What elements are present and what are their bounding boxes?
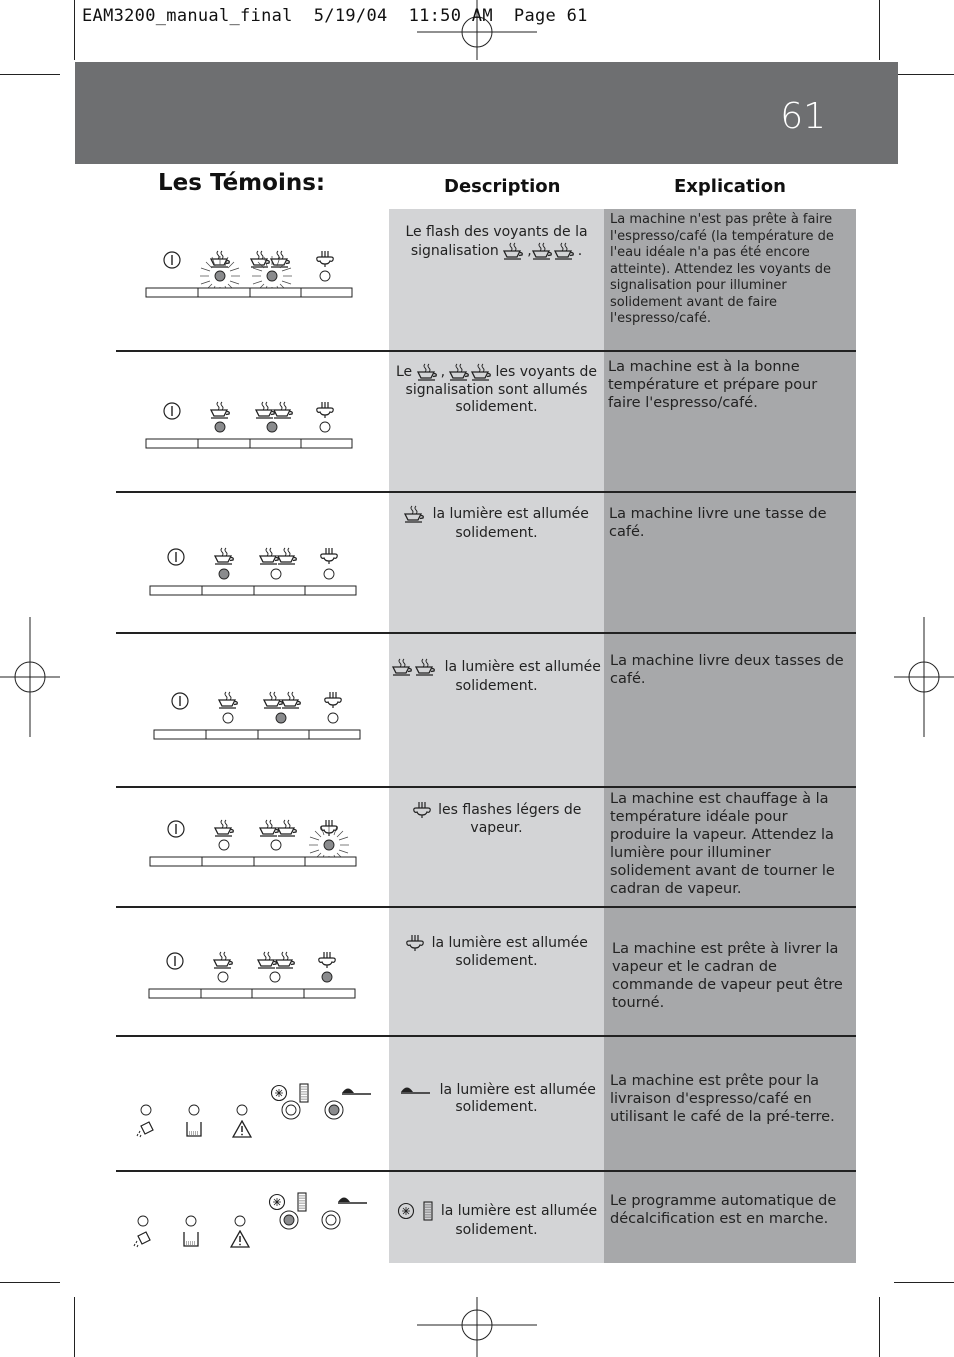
- two-cup-icon: [258, 952, 276, 968]
- steam-icon: [317, 402, 334, 418]
- scoop-icon: [397, 1083, 435, 1097]
- one-cup-icon: [215, 548, 233, 564]
- steam-icon: [317, 251, 334, 267]
- pour-icon: [137, 1122, 153, 1137]
- power-icon: [167, 953, 183, 969]
- row-5-explication: La machine est chauffage à la température idéale pour produire la vapeur. Attendez la lumière pour illuminer solidement avant de tourner le cadran de vapeur.: [610, 791, 835, 897]
- two-cup-icon: [274, 402, 292, 418]
- steam-icon: [325, 692, 342, 708]
- row-3-explication: La machine livre une tasse de café.: [609, 506, 827, 540]
- steam-icon: [319, 952, 336, 968]
- row-1-explication: La machine n'est pas prête à faire l'espresso/café (la température de l'eau idéale n'a pas été encore atteinte). Attendez les voyants de signalisation pour illuminer solidement avant de faire l'espresso/café.: [610, 212, 834, 326]
- row-4-description: la lumière est allumée solidement.: [391, 656, 602, 695]
- two-cup-icon: [264, 692, 282, 708]
- one-cup-icon: [215, 820, 233, 836]
- power-icon: [164, 403, 180, 419]
- pour-icon: [134, 1232, 150, 1247]
- control-panel-row-6: [149, 952, 355, 998]
- water-tank-icon: [187, 1122, 201, 1136]
- one-cup-icon: [211, 402, 229, 418]
- descale-icon: [396, 1201, 416, 1221]
- two-cup-icon: [449, 362, 495, 382]
- one-cup-icon: [219, 692, 237, 708]
- row-2-description: Le , les voyants de signalisation sont allumés solidement.: [395, 364, 598, 415]
- two-cup-icon: [392, 656, 440, 678]
- row-1-description: Le flash des voyants de la signalisation , .: [405, 224, 588, 259]
- row-2-explication: La machine est à la bonne température et prépare pour faire l'espresso/café.: [608, 359, 818, 411]
- descale-icon: [270, 1195, 285, 1210]
- column-header-explication: Explication: [674, 176, 786, 197]
- lit-led: [215, 271, 225, 281]
- two-cup-icon: [278, 820, 296, 836]
- page-number: 61: [780, 96, 826, 137]
- control-panel-row-3: [150, 548, 356, 595]
- one-cup-icon: [214, 952, 232, 968]
- two-cup-icon: [278, 548, 296, 564]
- two-cup-icon: [256, 402, 274, 418]
- scoop-icon: [342, 1089, 371, 1095]
- row-5-description: les flashes légers de vapeur.: [391, 800, 602, 837]
- steam-icon: [321, 548, 338, 564]
- power-icon: [172, 693, 188, 709]
- two-cup-icon: [276, 952, 294, 968]
- control-panel-row-4: [154, 692, 360, 739]
- row-7-description: la lumière est allumée solidement.: [391, 1082, 602, 1116]
- column-header-description: Description: [444, 176, 561, 197]
- control-panel-row-8: [134, 1193, 367, 1247]
- two-cup-icon: [260, 548, 278, 564]
- unlit-led: [320, 271, 330, 281]
- control-panel-row-5: [150, 820, 356, 866]
- print-slug: EAM3200_manual_final 5/19/04 11:50 AM Page 61: [82, 6, 588, 26]
- water-tank-icon: [184, 1232, 198, 1246]
- descale-icon: [272, 1086, 287, 1101]
- two-cup-icon: [282, 692, 300, 708]
- power-icon: [168, 549, 184, 565]
- two-cup-icon: [271, 251, 289, 267]
- scoop-icon: [338, 1198, 367, 1204]
- steam-icon: [405, 933, 427, 953]
- row-4-explication: La machine livre deux tasses de café.: [610, 653, 844, 687]
- control-panel-row-1: [146, 251, 352, 297]
- row-3-description: la lumière est allumée solidement.: [391, 503, 602, 542]
- lit-led: [267, 271, 277, 281]
- one-cup-icon: [503, 241, 527, 261]
- row-8-description: la lumière est allumée solidement.: [391, 1200, 602, 1239]
- steam-icon: [412, 800, 434, 820]
- two-cup-icon: [260, 820, 278, 836]
- one-cup-icon: [404, 503, 428, 525]
- power-icon: [164, 252, 180, 268]
- row-6-explication: La machine est prête à livrer la vapeur et le cadran de commande de vapeur peut être tourné.: [612, 941, 843, 1011]
- row-6-description: la lumière est allumée solidement.: [391, 933, 602, 970]
- one-cup-icon: [417, 362, 441, 382]
- power-icon: [168, 821, 184, 837]
- warning-icon: [231, 1231, 249, 1247]
- warning-icon: [233, 1121, 251, 1137]
- filter-icon: [420, 1200, 436, 1222]
- control-panel-row-2: [146, 402, 352, 448]
- control-panel-row-7: [137, 1084, 371, 1137]
- section-title: Les Témoins:: [158, 170, 326, 196]
- two-cup-icon: [532, 241, 578, 261]
- filter-icon: [300, 1084, 308, 1102]
- filter-icon: [298, 1193, 306, 1211]
- row-8-explication: Le programme automatique de décalcification est en marche.: [610, 1193, 837, 1227]
- row-7-explication: La machine est prête pour la livraison d'espresso/café en utilisant le café de la pré-terre.: [610, 1073, 835, 1125]
